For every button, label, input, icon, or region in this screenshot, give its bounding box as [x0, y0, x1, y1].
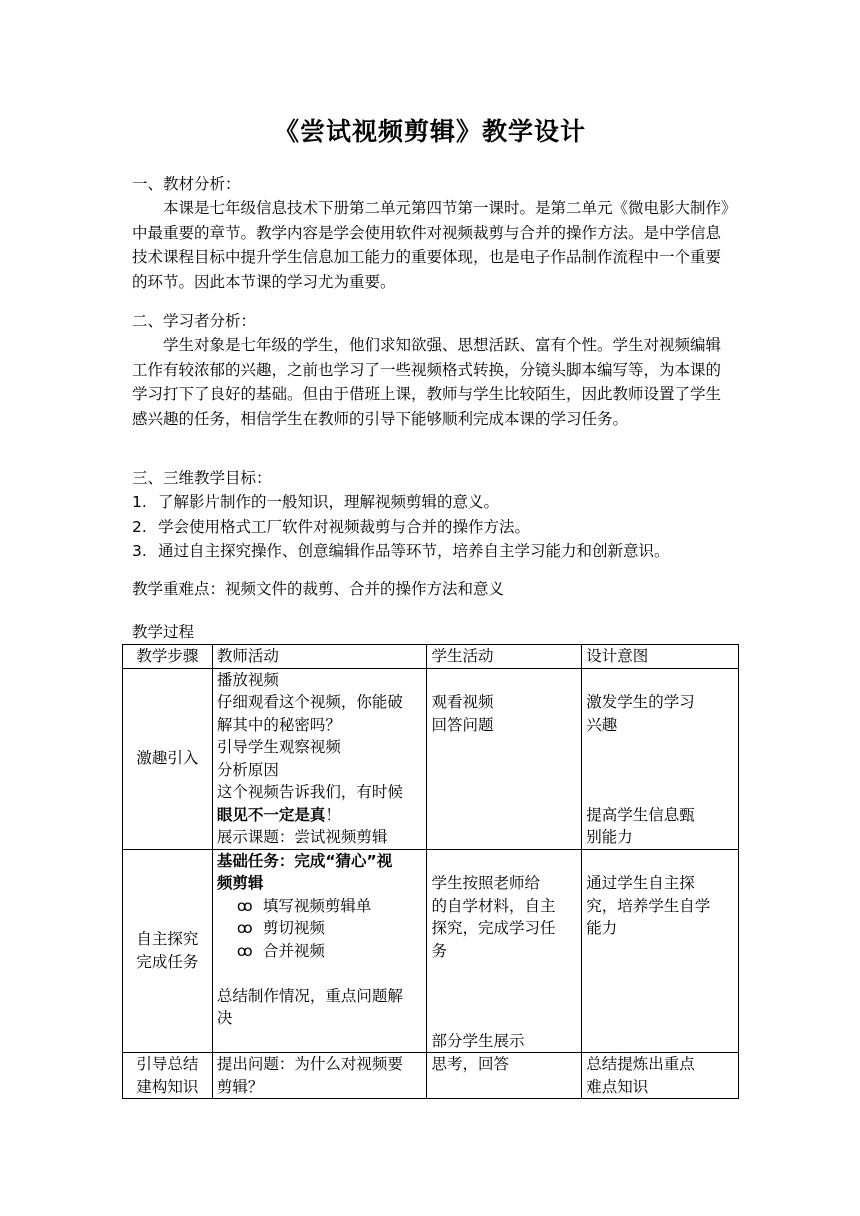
list-item: [217, 940, 423, 963]
cell-line: 总结提炼出重点: [586, 1055, 695, 1073]
cell-line: [217, 804, 423, 827]
process-label: 教学过程: [132, 623, 195, 641]
table-row: [123, 849, 739, 1053]
document-title: 《尝试视频剪辑》教学设计: [273, 117, 586, 146]
section-heading: 二、学习者分析：: [132, 312, 257, 330]
header-cell: 学生活动: [427, 645, 582, 669]
cell-line: 自主探究: [136, 930, 199, 949]
section-learner-analysis: [132, 309, 732, 431]
bullet-icon: ꝏ: [236, 941, 253, 960]
cell-line: 部分学生展示: [431, 1031, 525, 1050]
cell-line: 难点知识: [586, 1077, 649, 1096]
section-heading: 三、三维教学目标：: [132, 469, 272, 487]
header-cell: 教学步骤: [123, 645, 213, 669]
list-item: [217, 895, 423, 918]
cell-line: 能力: [586, 919, 618, 937]
table-header-row: [123, 645, 739, 669]
cell-line: 务: [431, 941, 447, 960]
section-objectives: [132, 466, 732, 564]
list-number: 3.: [132, 542, 147, 560]
cell-line: 展示课题：尝试视频剪辑: [216, 828, 388, 846]
bullet-icon: ꝏ: [236, 919, 253, 937]
objectives-list: [132, 490, 732, 564]
bullet-text: 填写视频剪辑单: [262, 896, 372, 915]
section-body: 学生对象是七年级的学生，他们求知欲强、思想活跃、富有个性。学生对视频编辑工作有较浓郁的兴趣，之前也学习了一些视频格式转换，分镜头脚本编写等，为本课的学习打下了良好的基础。但由于借班上课，教师与学生比较陌生，因此教师设置了学生感兴趣的任务，相信学生在教师的引导下能够顺利完成本课的学习任务。: [132, 336, 722, 428]
table-row: [123, 668, 739, 849]
teacher-cell: [212, 1053, 427, 1099]
list-item: [132, 539, 732, 564]
cell-line: 兴趣: [586, 715, 618, 734]
list-number: 1.: [132, 493, 147, 511]
intent-cell: [582, 1053, 739, 1099]
cell-text: ！: [325, 805, 341, 824]
cell-line: 完成任务: [136, 952, 199, 971]
cell-line: 播放视频: [216, 670, 279, 689]
key-points: 教学重难点：视频文件的裁剪、合并的操作方法和意义: [132, 580, 505, 598]
cell-line: 总结制作情况，重点问题解: [216, 986, 403, 1005]
bullet-text: 合并视频: [262, 941, 325, 960]
list-text: 学会使用格式工厂软件对视频裁剪与合并的操作方法。: [158, 517, 531, 536]
cell-line: 剪辑？: [216, 1077, 264, 1096]
intent-cell: [582, 849, 739, 1053]
cell-line: 解其中的秘密吗？: [216, 715, 341, 734]
cell-line: 学生按照老师给: [431, 874, 540, 892]
cell-line: 通过学生自主探: [586, 874, 695, 892]
student-cell: 思考，回答: [427, 1053, 582, 1099]
header-cell: 教师活动: [212, 645, 427, 669]
cell-line: 激发学生的学习: [586, 693, 695, 711]
bullet-text: 剪切视频: [262, 919, 325, 937]
list-text: 通过自主探究操作、创意编辑作品等环节，培养自主学习能力和创新意识。: [158, 542, 670, 560]
section-body: 本课是七年级信息技术下册第二单元第四节第一课时。是第二单元《微电影大制作》中最重要的章节。教学内容是学会使用软件对视频裁剪与合并的操作方法。是中学信息技术课程目标中提升学生信息加工能力的重要体现，也是电子作品制作流程中一个重要的环节。因此本节课的学习尤为重要。: [132, 199, 729, 291]
step-cell: [123, 1053, 213, 1099]
emphasis-text: 眼见不一定是真: [216, 805, 326, 824]
cell-line: 决: [216, 1009, 233, 1027]
list-item: [132, 515, 732, 540]
cell-line: 提出问题：为什么对视频要: [216, 1055, 403, 1073]
table-row: [123, 1053, 739, 1099]
cell-line: 建构知识: [136, 1077, 199, 1096]
cell-line: 探究，完成学习任: [431, 919, 556, 937]
cell-line: 别能力: [586, 828, 633, 846]
teacher-cell: [212, 849, 427, 1053]
header-cell: 设计意图: [582, 645, 739, 669]
cell-line: 仔细观看这个视频，你能破: [216, 693, 403, 711]
teacher-cell: [212, 668, 427, 849]
cell-line: 这个视频告诉我们，有时候: [216, 783, 403, 801]
list-number: 2.: [132, 517, 147, 536]
step-cell: [123, 849, 213, 1053]
list-item: [132, 490, 732, 515]
bullet-icon: ꝏ: [236, 896, 253, 915]
cell-line: 究，培养学生自学: [586, 896, 711, 915]
section-material-analysis: [132, 172, 732, 294]
section-heading: 一、教材分析：: [132, 175, 241, 193]
teaching-process-table: [122, 644, 739, 1099]
cell-line: 提高学生信息甄: [586, 805, 695, 824]
list-text: 了解影片制作的一般知识，理解视频剪辑的意义。: [158, 493, 500, 511]
cell-line: 观看视频: [431, 693, 494, 711]
student-cell: [427, 849, 582, 1053]
cell-line: 引导总结: [136, 1055, 199, 1073]
intent-cell: [582, 668, 739, 849]
cell-line: 的自学材料，自主: [431, 896, 556, 915]
student-cell: [427, 668, 582, 849]
cell-line: 分析原因: [216, 760, 279, 779]
cell-line: 回答问题: [431, 715, 494, 734]
cell-line: 频剪辑: [216, 874, 264, 892]
cell-line: 引导学生观察视频: [216, 738, 341, 756]
cell-line: 基础任务：完成“猜心”视: [216, 851, 393, 870]
list-item: [217, 917, 423, 940]
step-cell: 激趣引入: [123, 668, 213, 849]
